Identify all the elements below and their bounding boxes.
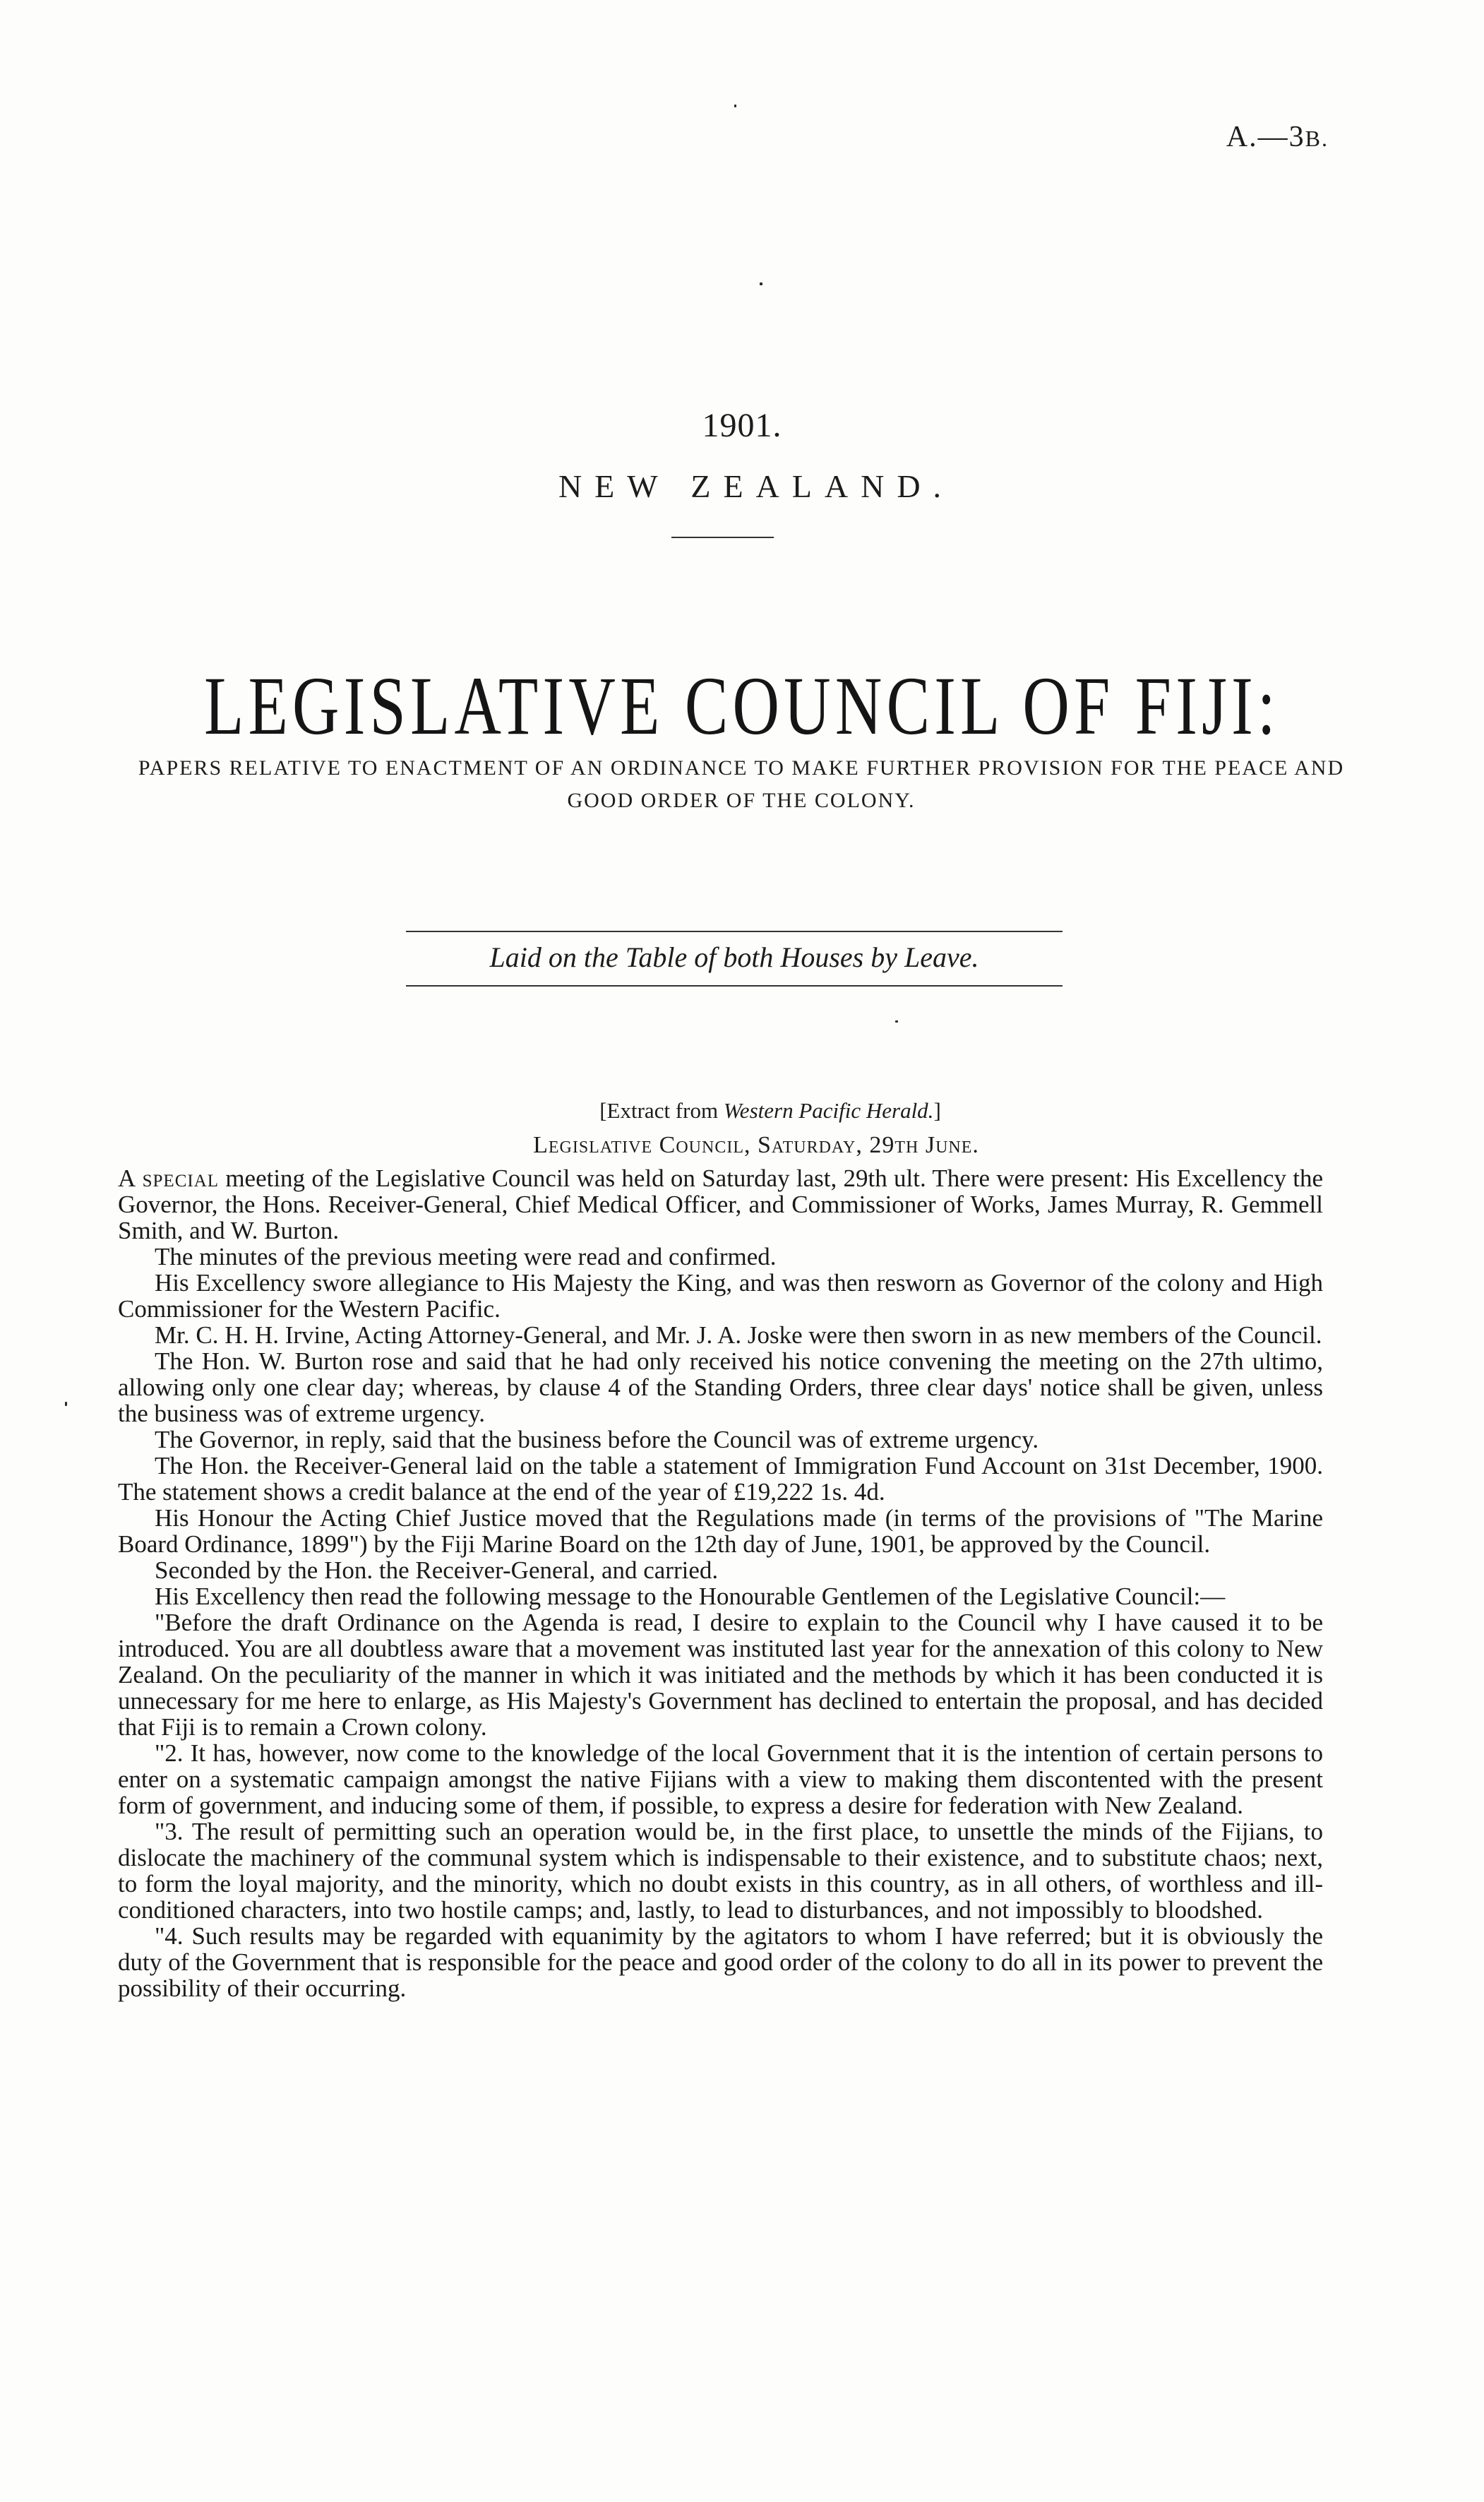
opening-text: meeting of the Legislative Council was held on Saturday last, 29th ult. There were present: His Excellency the Governor, the Hons. Receiver-General, Chief Medical Officer, and Commissioner of Works, James Murray, R. Gemmell Smith, and W. Burton. [118,1164,1323,1244]
document-year: 1901. [702,407,782,444]
page-ref-suffix: B. [1305,126,1329,151]
bottom-rule [406,985,1063,987]
paragraph: Seconded by the Hon. the Receiver-General, and carried. [155,1556,719,1584]
extract-source-line [0,1098,1484,1124]
document-subtitle: PAPERS RELATIVE TO ENACTMENT OF AN ORDINANCE TO MAKE FURTHER PROVISION FOR THE PEACE AND GOOD ORDER OF THE COLONY. [138,756,1345,812]
paragraph: The Hon. the Receiver-General laid on the table a statement of Immigration Fund Account on 31st December, 1900. The statement shows a credit balance at the end of the year of £19,222 1s. 4d. [118,1452,1323,1506]
laid-on-table-block [406,931,1063,987]
article-body [118,1165,1323,2001]
message-paragraph: "2. It has, however, now come to the knowledge of the local Government that it is the intention of certain persons to enter on a systematic campaign amongst the native Fijians with a view to making them discontented with the present form of government, and inducing some of them, if possible, to express a desire for federation with New Zealand. [118,1739,1323,1819]
message-paragraph: "Before the draft Ordinance on the Agenda is read, I desire to explain to the Council why I have caused it to be introduced. You are all doubtless aware that a movement was instituted last year for the annexation of this colony to New Zealand. On the peculiarity of the manner in which it was initiated and the methods by which it has been conducted it is unnecessary for me here to enlarge, as His Majesty's Government has declined to entertain the proposal, and has decided that Fiji is to remain a Crown colony. [118,1609,1323,1741]
opening-paragraph [118,1165,1323,1244]
extract-prefix: [Extract from [599,1098,724,1123]
paragraph: The Governor, in reply, said that the business before the Council was of extreme urgency. [155,1426,1039,1453]
paragraph: The Hon. W. Burton rose and said that he had only received his notice convening the meeting on the 27th ultimo, allowing only one clear day; whereas, by clause 4 of the Standing Orders, three clear days' notice shall be given, unless the business was of extreme urgency. [118,1347,1323,1427]
title-divider [671,537,774,538]
paragraph: His Excellency then read the following message to the Honourable Gentlemen of the Legislative Council:— [155,1583,1226,1610]
page-ref-main: A.—3 [1226,121,1305,153]
council-date-heading: Legislative Council, Saturday, 29th June. [533,1132,979,1158]
print-speck [734,105,736,107]
extract-source: Western Pacific Herald. [723,1098,934,1123]
paragraph: His Honour the Acting Chief Justice moved that the Regulations made (in terms of the provisions of "The Marine Board Ordinance, 1899") by the Fiji Marine Board on the 12th day of June, 1901, be approved by the Council. [118,1504,1323,1558]
paragraph: His Excellency swore allegiance to His Majesty the King, and was then resworn as Governor of the colony and High Commissioner for the Western Pacific. [118,1269,1323,1323]
page-reference [1226,120,1329,154]
opening-words: A special [118,1164,220,1192]
paragraph: The minutes of the previous meeting were read and confirmed. [155,1243,777,1270]
extract-suffix: ] [933,1098,941,1123]
print-speck [760,282,762,285]
country-heading: NEW ZEALAND. [558,468,955,504]
paragraph: Mr. C. H. H. Irvine, Acting Attorney-General, and Mr. J. A. Joske were then sworn in as new members of the Council. [155,1321,1322,1349]
message-paragraph: "4. Such results may be regarded with equanimity by the agitators to whom I have referred; but it is obviously the duty of the Government that is responsible for the peace and good order of the colony to do all in its power to prevent the possibility of their occurring. [118,1922,1323,2002]
message-paragraph: "3. The result of permitting such an operation would be, in the first place, to unsettle the minds of the Fijians, to dislocate the machinery of the communal system which is indispensable to their existence, and to substitute chaos; next, to form the loyal majority, and the minority, which no doubt exists in this country, as in all others, of worthless and ill-conditioned characters, into two hostile camps; and, lastly, to lead to disturbances, and not impossibly to bloodshed. [118,1818,1323,1924]
laid-on-table-note: Laid on the Table of both Houses by Leave. [489,941,979,973]
print-speck [895,1020,898,1023]
print-speck [65,1402,67,1406]
document-title: LEGISLATIVE COUNCIL OF FIJI: [204,660,1280,752]
